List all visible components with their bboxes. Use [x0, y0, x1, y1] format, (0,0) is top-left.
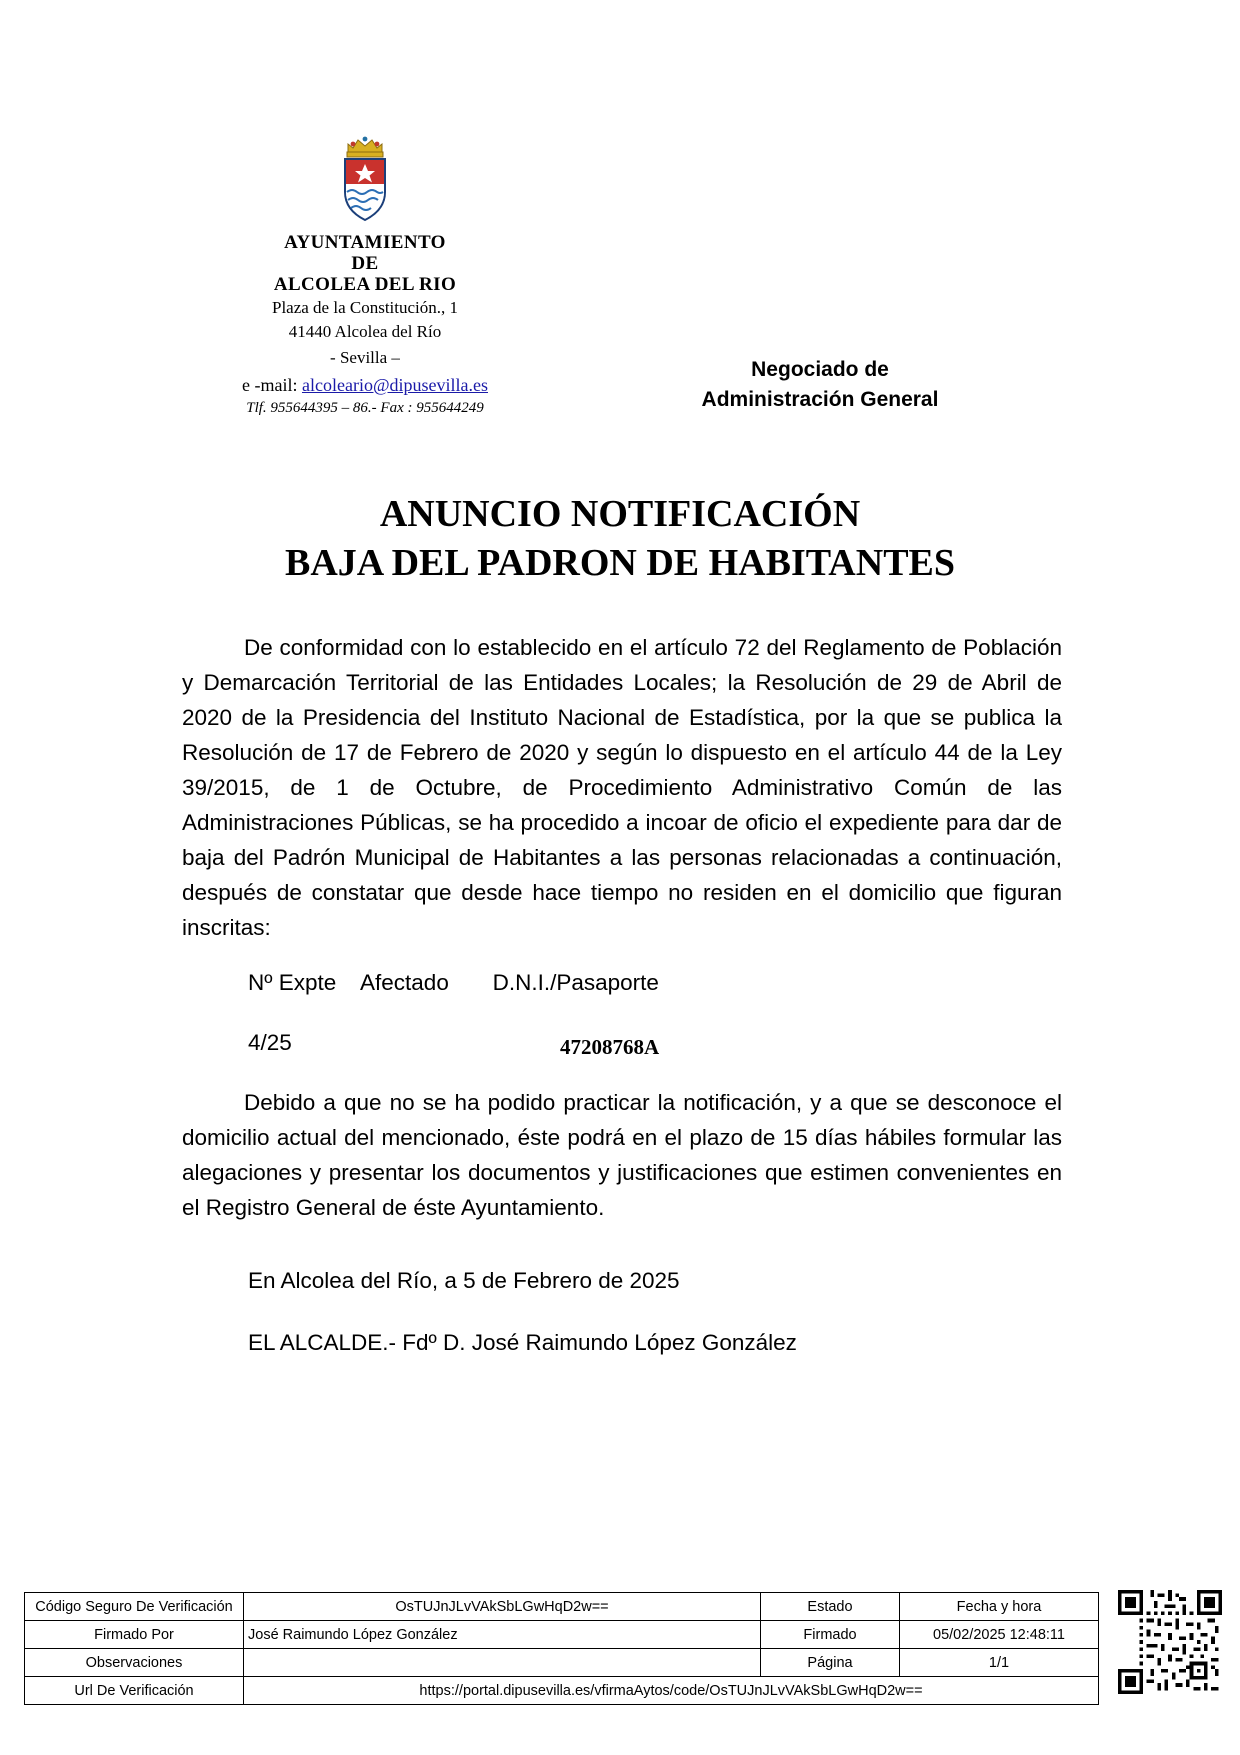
label-fecha: Fecha y hora — [900, 1593, 1099, 1621]
body-paragraph-1-container — [182, 630, 1062, 971]
label-observaciones: Observaciones — [25, 1649, 244, 1677]
table-row — [25, 1621, 1099, 1649]
department-line2: Administración General — [701, 388, 939, 411]
affected-table-header: Nº Expte Afectado D.N.I./Pasaporte — [248, 970, 659, 995]
table-row — [25, 1677, 1099, 1705]
letterhead — [150, 130, 580, 418]
email-link[interactable]: alcoleario@dipusevilla.es — [301, 375, 488, 395]
address-province: - Sevilla – — [330, 348, 400, 367]
department-line1: Negociado de — [751, 358, 889, 381]
address-city: 41440 Alcolea del Río — [288, 322, 442, 341]
qr-code-icon — [1118, 1590, 1222, 1694]
value-url[interactable]: https://portal.dipusevilla.es/vfirmaAytos/code/OsTUJnJLvVAkSbLGwHqD2w== — [244, 1677, 1099, 1705]
label-url: Url De Verificación — [25, 1677, 244, 1705]
page-title — [120, 490, 1120, 588]
value-csv: OsTUJnJLvVAkSbLGwHqD2w== — [244, 1593, 761, 1621]
label-csv: Código Seguro De Verificación — [25, 1593, 244, 1621]
closing-signature: EL ALCALDE.- Fdº D. José Raimundo López González — [248, 1330, 797, 1355]
org-name-line3: ALCOLEA DEL RIO — [273, 274, 457, 295]
phone-fax-line: Tlf. 955644395 – 86.- Fax : 955644249 — [246, 400, 484, 416]
value-fecha: 05/02/2025 12:48:11 — [900, 1621, 1099, 1649]
value-pagina: 1/1 — [900, 1649, 1099, 1677]
label-estado: Estado — [761, 1593, 900, 1621]
email-line — [150, 372, 580, 398]
body-paragraph-1: De conformidad con lo establecido en el artículo 72 del Reglamento de Población y Demarcación Territorial de las Entidades Locales; la Resolución de 29 de Abril de 2020 de la Presidencia del Instituto Nacional de Estadística, por la que se publica la Resolución de 17 de Febrero de 2020 y según lo dispuesto en el artículo 44 de la Ley 39/2015, de 1 de Octubre, de Procedimiento Administrativo Común de las Administraciones Públicas, se ha procedido a incoar de oficio el expediente para dar de baja del Padrón Municipal de Habitantes a las personas relacionadas a continuación, después de constatar que desde hace tiempo no residen en el domicilio que figuran inscritas: — [182, 635, 1062, 940]
closing-date: En Alcolea del Río, a 5 de Febrero de 2025 — [248, 1268, 680, 1293]
value-estado: Firmado — [761, 1621, 900, 1649]
affected-row-expte: 4/25 — [248, 1030, 292, 1055]
org-name-line2: DE — [351, 253, 379, 274]
label-pagina: Página — [761, 1649, 900, 1677]
department-heading — [600, 355, 1040, 415]
value-observaciones — [244, 1649, 761, 1677]
verification-table — [24, 1592, 1099, 1705]
page-title-line1: ANUNCIO NOTIFICACIÓN — [379, 493, 861, 535]
verification-footer — [24, 1592, 1099, 1705]
org-name-line1: AYUNTAMIENTO — [284, 232, 446, 253]
coat-of-arms-icon — [334, 130, 396, 226]
address-street: Plaza de la Constitución., 1 — [271, 298, 459, 317]
email-label: e -mail: — [242, 375, 302, 395]
label-firmado-por: Firmado Por — [25, 1621, 244, 1649]
affected-row-dni: 47208768A — [560, 1035, 660, 1059]
table-row — [25, 1593, 1099, 1621]
table-row — [25, 1649, 1099, 1677]
value-firmado-por: José Raimundo López González — [244, 1621, 761, 1649]
page-title-line2: BAJA DEL PADRON DE HABITANTES — [284, 542, 956, 584]
body-paragraph-2-container — [182, 1085, 1062, 1225]
body-paragraph-2: Debido a que no se ha podido practicar la notificación, y a que se desconoce el domicilio actual del mencionado, éste podrá en el plazo de 15 días hábiles formular las alegaciones y presentar los documentos y justificaciones que estimen convenientes en el Registro General de éste Ayuntamiento. — [182, 1090, 1062, 1220]
